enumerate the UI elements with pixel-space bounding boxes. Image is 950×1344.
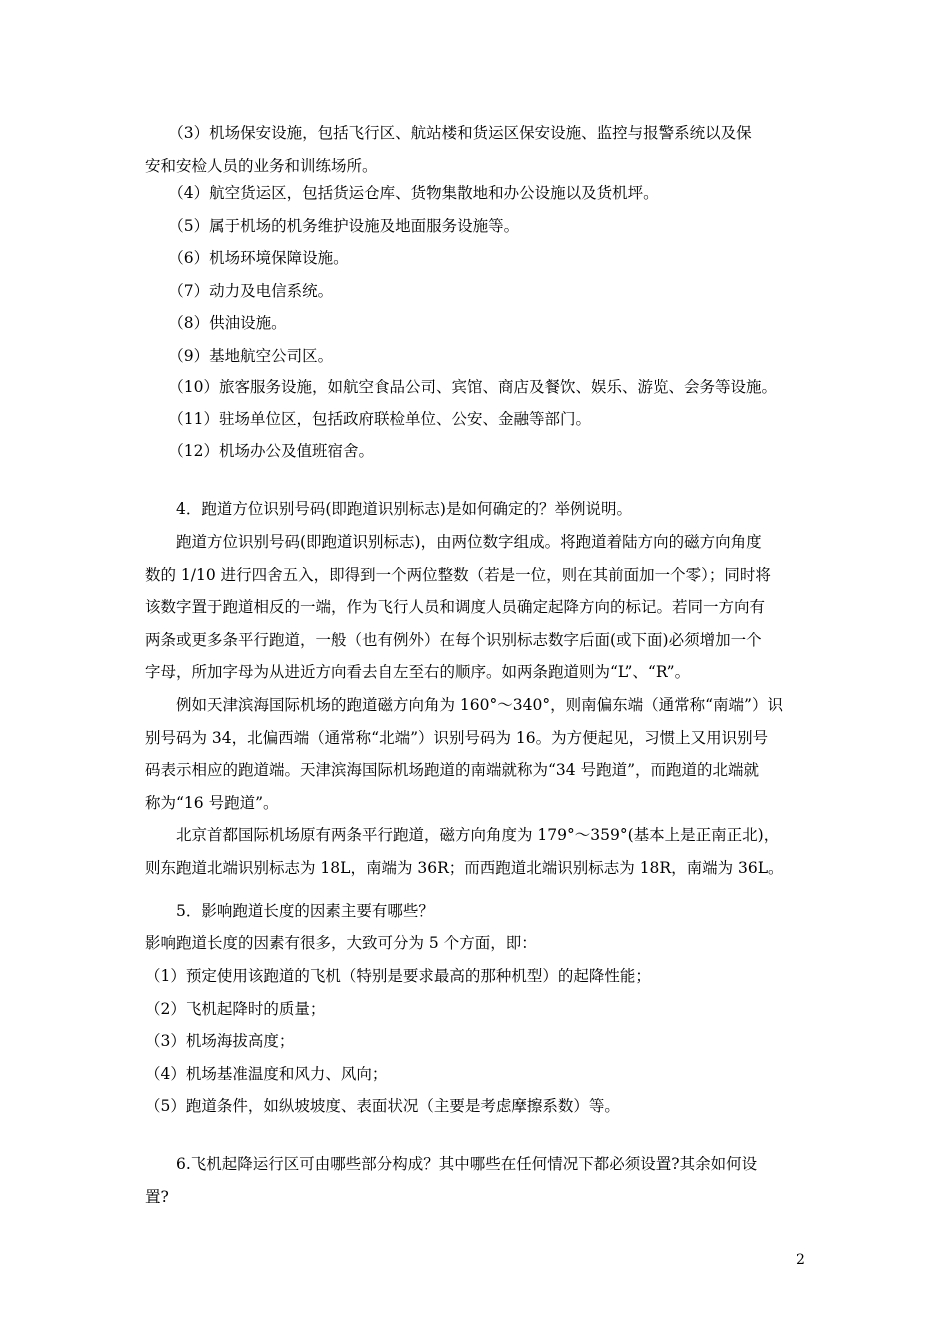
text-line: 4．跑道方位识别号码(即跑道识别标志)是如何确定的？举例说明。 — [145, 500, 632, 518]
list-item — [145, 371, 813, 404]
list-item — [145, 993, 813, 1026]
answer-paragraph — [145, 689, 813, 819]
text-line: 安和安检人员的业务和训练场所。 — [145, 156, 378, 175]
question-heading — [145, 895, 813, 928]
text-line: 6.飞机起降运行区可由哪些部分构成？其中哪些在任何情况下都必须设置?其余如何设 — [145, 1155, 758, 1173]
list-item — [145, 117, 813, 182]
text-line: （4）航空货运区，包括货运仓库、货物集散地和办公设施以及货机坪。 — [145, 184, 659, 202]
list-item — [145, 435, 813, 468]
list-item — [145, 210, 813, 243]
text-line: （3）机场海拔高度； — [145, 1032, 295, 1050]
text-line: 北京首都国际机场原有两条平行跑道，磁方向角度为 179°～359°(基本上是正南正北)， — [145, 826, 780, 844]
list-item — [145, 1025, 813, 1058]
text-line: 该数字置于跑道相反的一端，作为飞行人员和调度人员确定起降方向的标记。若同一方向有 — [145, 598, 766, 617]
text-line: 字母，所加字母为从进近方向看去自左至右的顺序。如两条跑道则为“L”、“R”。 — [145, 663, 691, 682]
text-line: （4）机场基准温度和风力、风向； — [145, 1065, 388, 1083]
list-item — [145, 275, 813, 308]
text-line: 称为“16 号跑道”。 — [145, 793, 279, 812]
text-line: （6）机场环境保障设施。 — [145, 249, 349, 267]
text-line: （3）机场保安设施，包括飞行区、航站楼和货运区保安设施、监控与报警系统以及保 — [145, 124, 752, 142]
text-line: 码表示相应的跑道端。天津滨海国际机场跑道的南端就称为“34 号跑道”，而跑道的北端就 — [145, 761, 760, 780]
text-line: （7）动力及电信系统。 — [145, 282, 334, 300]
text-line: 置? — [145, 1187, 169, 1206]
list-item — [145, 960, 813, 993]
text-line: （5）跑道条件，如纵坡坡度、表面状况（主要是考虑摩擦系数）等。 — [145, 1097, 620, 1115]
text-line: （8）供油设施。 — [145, 314, 287, 332]
list-item — [145, 1058, 813, 1091]
text-line: 别号码为 34，北偏西端（通常称“北端”）识别号码为 16。为方便起见，习惯上又用识别号 — [145, 728, 769, 747]
list-item — [145, 242, 813, 275]
list-item — [145, 1090, 813, 1123]
text-line: 跑道方位识别号码(即跑道识别标志)，由两位数字组成。将跑道着陆方向的磁方向角度 — [145, 533, 762, 551]
page-number: 2 — [796, 1252, 805, 1268]
list-item — [145, 177, 813, 210]
text-line: 两条或更多条平行跑道，一般（也有例外）在每个识别标志数字后面(或下面)必须增加一个 — [145, 630, 762, 649]
question-heading — [145, 493, 813, 526]
list-item — [145, 403, 813, 436]
answer-paragraph — [145, 927, 813, 960]
text-line: （1）预定使用该跑道的飞机（特别是要求最高的那种机型）的起降性能； — [145, 967, 651, 985]
text-line: （9）基地航空公司区。 — [145, 347, 334, 365]
text-line: 例如天津滨海国际机场的跑道磁方向角为 160°～340°，则南偏东端（通常称“南端”）识 — [145, 696, 783, 714]
text-line: （11）驻场单位区，包括政府联检单位、公安、金融等部门。 — [145, 410, 591, 428]
answer-paragraph — [145, 526, 813, 689]
answer-paragraph — [145, 819, 813, 884]
text-line: 影响跑道长度的因素有很多，大致可分为 5 个方面，即： — [145, 934, 537, 952]
text-line: 则东跑道北端识别标志为 18L，南端为 36R；而西跑道北端识别标志为 18R，南端为 36L。 — [145, 858, 784, 877]
text-line: （2）飞机起降时的质量； — [145, 1000, 326, 1018]
list-item — [145, 340, 813, 373]
list-item — [145, 307, 813, 340]
text-line: （12）机场办公及值班宿舍。 — [145, 442, 374, 460]
text-line: （5）属于机场的机务维护设施及地面服务设施等。 — [145, 217, 520, 235]
text-line: 5．影响跑道长度的因素主要有哪些？ — [145, 902, 434, 920]
text-line: 数的 1/10 进行四舍五入，即得到一个两位整数（若是一位，则在其前面加一个零）；同时将 — [145, 565, 771, 584]
question-heading — [145, 1148, 813, 1213]
text-line: （10）旅客服务设施，如航空食品公司、宾馆、商店及餐饮、娱乐、游览、会务等设施。 — [145, 378, 777, 396]
